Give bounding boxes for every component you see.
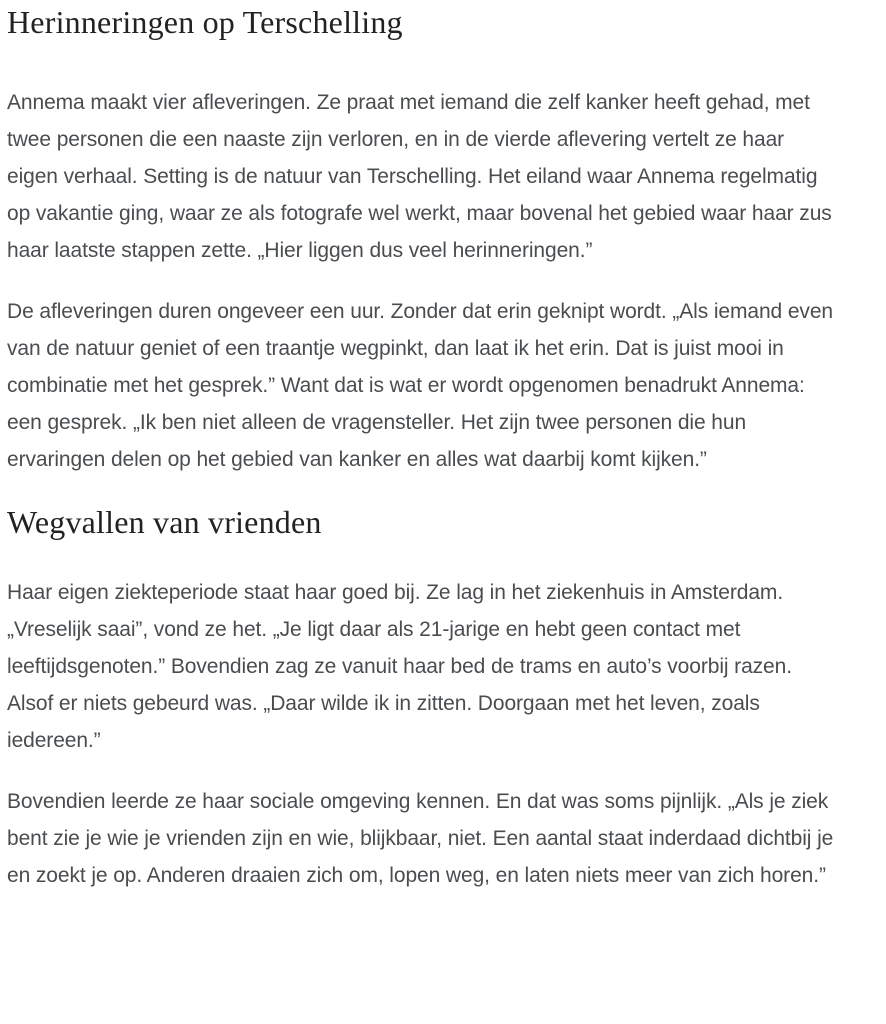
- article-body: [7, 2, 840, 894]
- article-paragraph: De afleveringen duren ongeveer een uur. Zonder dat erin geknipt wordt. „Als iemand even van de natuur geniet of een traantje wegpinkt, dan laat ik het erin. Dat is juist mooi in combinatie met het gesprek.” Want dat is wat er wordt opgenomen benadrukt Annema: een gesprek. „Ik ben niet alleen de vragensteller. Het zijn twee personen die hun ervaringen delen op het gebied van kanker en alles wat daarbij komt kijken.”: [7, 300, 833, 471]
- section-heading-wegvallen: Wegvallen van vrienden: [7, 504, 322, 540]
- section-heading-terschelling: Herinneringen op Terschelling: [7, 4, 403, 40]
- article-paragraph: Annema maakt vier afleveringen. Ze praat met iemand die zelf kanker heeft gehad, met twee personen die een naaste zijn verloren, en in de vierde aflevering vertelt ze haar eigen verhaal. Setting is de natuur van Terschelling. Het eiland waar Annema regelmatig op vakantie ging, waar ze als fotografe wel werkt, maar bovenal het gebied waar haar zus haar laatste stappen zette. „Hier liggen dus veel herinneringen.”: [7, 91, 832, 262]
- article-paragraph: Haar eigen ziekteperiode staat haar goed bij. Ze lag in het ziekenhuis in Amsterdam. „Vreselijk saai”, vond ze het. „Je ligt daar als 21-jarige en hebt geen contact met leeftijdsgenoten.” Bovendien zag ze vanuit haar bed de trams en auto’s voorbij razen. Alsof er niets gebeurd was. „Daar wilde ik in zitten. Doorgaan met het leven, zoals iedereen.”: [7, 581, 792, 752]
- article-section-terschelling: [7, 2, 840, 478]
- article-paragraph: Bovendien leerde ze haar sociale omgeving kennen. En dat was soms pijnlijk. „Als je ziek bent zie je wie je vrienden zijn en wie, blijkbaar, niet. Een aantal staat inderdaad dichtbij je en zoekt je op. Anderen draaien zich om, lopen weg, en laten niets meer van zich horen.”: [7, 790, 834, 887]
- article-section-wegvallen: [7, 502, 840, 894]
